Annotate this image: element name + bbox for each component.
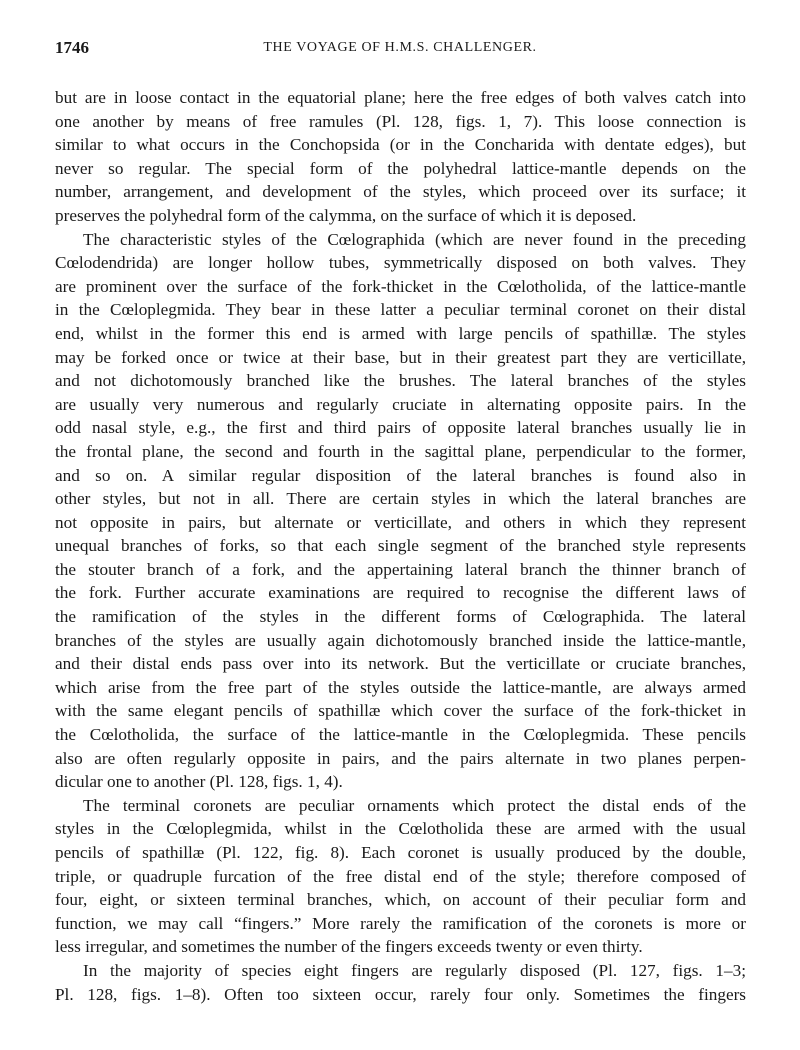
text-line: preserves the polyhedral form of the calymma, on the surface of which it is deposed. [55,205,637,225]
text-line: less irregular, and sometimes the number of the fingers exceeds twenty or even thirty. [55,937,643,957]
text-line: are prominent over the surface of the fork-thicket in the Cœlotholida, of the lattice-mantle [55,276,746,296]
text-line: number, arrangement, and development of the styles, which proceed over its surface; it [55,182,746,202]
text-line: In the majority of species eight fingers are regularly disposed (Pl. 127, figs. 1–3; [83,960,746,980]
running-title: THE VOYAGE OF H.M.S. CHALLENGER. [263,40,537,55]
text-line: and so on. A similar regular disposition of the lateral branches is found also in [55,465,746,485]
text-line: triple, or quadruple furcation of the free distal end of the style; therefore composed of [55,866,746,886]
text-line: but are in loose contact in the equatorial plane; here the free edges of both valves catch into [55,88,746,107]
page-header [55,38,745,60]
paragraph [55,86,746,228]
paragraph [55,228,746,794]
text-line: pencils of spathillæ (Pl. 122, fig. 8). Each coronet is usually produced by the double, [55,843,746,862]
text-line: one another by means of free ramules (Pl. 128, figs. 1, 7). This loose connection is [55,111,746,131]
page-number: 1746 [55,38,89,57]
text-line: also are often regularly opposite in pairs, and the pairs alternate in two planes perpen- [55,748,746,768]
text-line: Cœlodendrida) are longer hollow tubes, symmetrically disposed on both valves. They [55,253,746,273]
text-line: the ramification of the styles in the different forms of Cœlographida. The lateral [55,607,746,627]
text-line: never so regular. The special form of the polyhedral lattice-mantle depends on the [55,158,746,178]
text-line: in the Cœloplegmida. They bear in these latter a peculiar terminal coronet on their distal [55,300,746,320]
text-line: unequal branches of forks, so that each single segment of the branched style represents [55,536,746,556]
text-line: may be forked once or twice at their base, but in their greatest part they are verticillate, [55,347,746,367]
text-line: branches of the styles are usually again dichotomously branched inside the lattice-mantle, [55,630,746,650]
text-line: not opposite in pairs, but alternate or verticillate, and others in which they represent [55,512,746,532]
text-line: are usually very numerous and regularly cruciate in alternating opposite pairs. In the [55,394,746,414]
text-line: the Cœlotholida, the surface of the lattice-mantle in the Cœloplegmida. These pencils [55,725,746,745]
text-line: Pl. 128, figs. 1–8). Often too sixteen occur, rarely four only. Sometimes the fingers [55,984,746,1004]
body-text [55,86,746,1006]
text-line: function, we may call “fingers.” More rarely the ramification of the coronets is more or [55,913,746,933]
text-line: end, whilst in the former this end is armed with large pencils of spathillæ. The styles [55,323,746,343]
text-line: The characteristic styles of the Cœlographida (which are never found in the preceding [83,229,746,249]
text-line: styles in the Cœloplegmida, whilst in the Cœlotholida these are armed with the usual [55,819,746,839]
text-line: the stouter branch of a fork, and the appertaining lateral branch the thinner branch of [55,559,746,579]
text-line: four, eight, or sixteen terminal branches, which, on account of their peculiar form and [55,890,746,910]
text-line: The terminal coronets are peculiar ornaments which protect the distal ends of the [83,795,746,815]
text-line: and their distal ends pass over into its network. But the verticillate or cruciate branches, [55,654,746,674]
text-line: and not dichotomously branched like the brushes. The lateral branches of the styles [55,371,746,391]
paragraph [55,794,746,959]
text-line: with the same elegant pencils of spathillæ which cover the surface of the fork-thicket in [55,701,746,721]
text-line: odd nasal style, e.g., the first and third pairs of opposite lateral branches usually lie in [55,418,746,438]
paragraph [55,959,746,1006]
text-line: the frontal plane, the second and fourth in the sagittal plane, perpendicular to the former, [55,441,746,461]
text-line: the fork. Further accurate examinations are required to recognise the different laws of [55,583,746,603]
text-line: similar to what occurs in the Conchopsida (or in the Concharida with dentate edges), but [55,135,746,155]
text-line: dicular one to another (Pl. 128, figs. 1, 4). [55,772,343,792]
text-line: other styles, but not in all. There are certain styles in which the lateral branches are [55,489,746,509]
text-line: which arise from the free part of the styles outside the lattice-mantle, are always armed [55,677,746,697]
